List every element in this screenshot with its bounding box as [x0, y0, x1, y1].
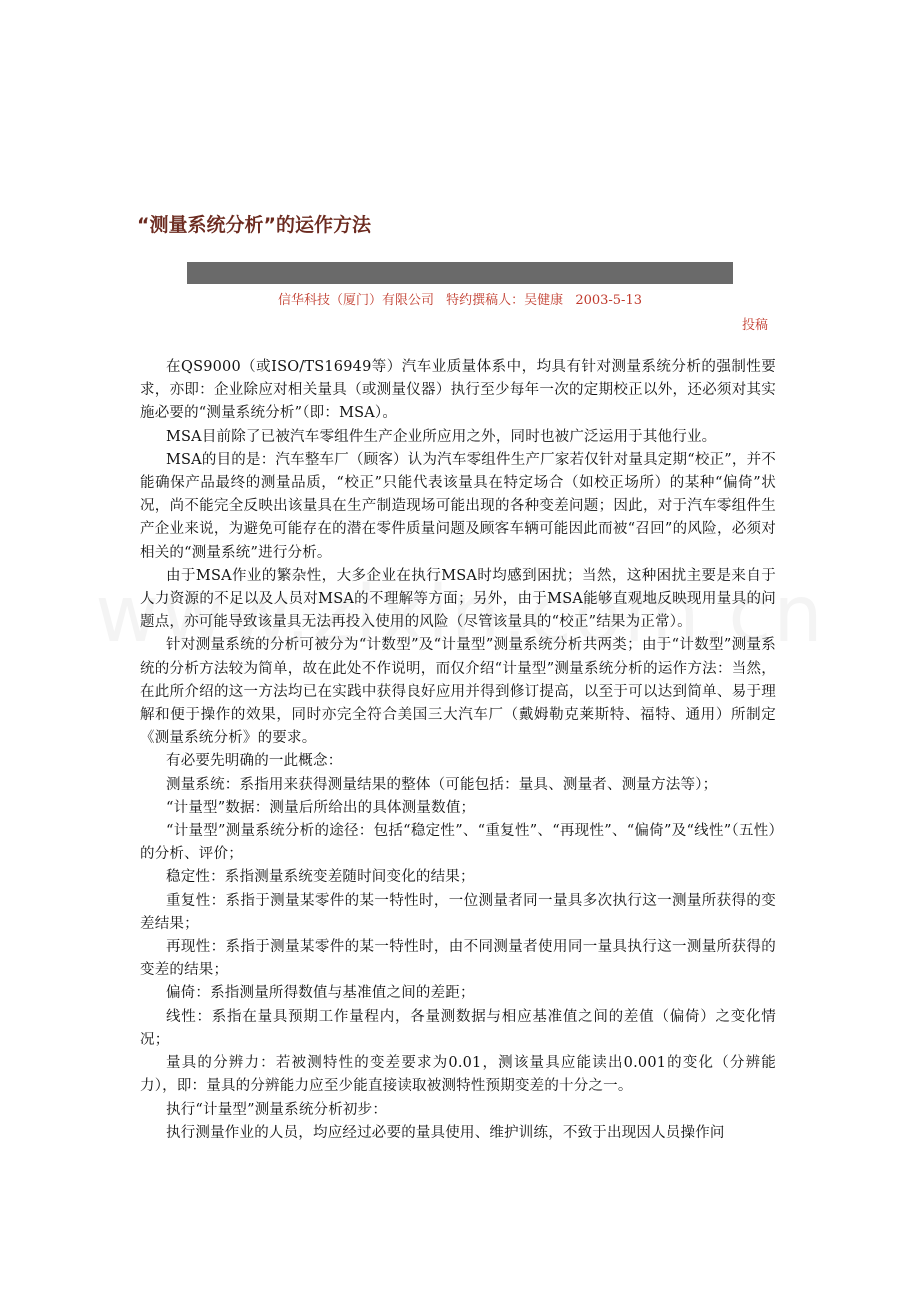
paragraph: 执行测量作业的人员，均应经过必要的量具使用、维护训练，不致于出现因人员操作问 — [166, 1124, 725, 1141]
paragraph: 测量系统：系指用来获得测量结果的整体（可能包括：量具、测量者、测量方法等）； — [166, 776, 718, 793]
paragraph: MSA目前除了已被汽车零组件生产企业所应用之外，同时也被广泛运用于其他行业。 — [166, 428, 717, 445]
header-bar — [187, 262, 733, 284]
paragraph: “计量型”测量系统分析的途径：包括“稳定性”、“重复性”、“再现性”、“偏倚”及“线性”（五性）的分析、评价； — [140, 823, 776, 863]
paragraph: “计量型”数据：测量后所给出的具体测量数值； — [166, 799, 476, 816]
byline — [187, 289, 733, 308]
paragraph: 再现性：系指于测量某零件的某一特性时，由不同测量者使用同一量具执行这一测量所获得的变差的结果； — [140, 939, 776, 979]
submit-link[interactable]: 投稿 — [741, 318, 768, 333]
paragraph: 执行“计量型”测量系统分析初步： — [166, 1101, 388, 1118]
paragraph: 在QS9000（或ISO/TS16949等）汽车业质量体系中，均具有针对测量系统分析的强制性要求，亦即：企业除应对相关量具（或测量仪器）执行至少每年一次的定期校正以外，还必须对其实施必要的“测量系统分析”（即：MSA）。 — [140, 359, 776, 422]
paragraph: 稳定性：系指测量系统变差随时间变化的结果； — [166, 869, 475, 886]
paragraph: 有必要先明确的一此概念： — [166, 753, 343, 770]
publish-date: 2003-5-13 — [575, 293, 642, 308]
author-name: 特约撰稿人：吴健康 — [446, 293, 564, 308]
paragraph: 重复性：系指于测量某零件的某一特性时，一位测量者同一量具多次执行这一测量所获得的变差结果； — [140, 892, 776, 932]
paragraph: MSA的目的是：汽车整车厂（顾客）认为汽车零组件生产厂家若仅针对量具定期“校正”，并不能确保产品最终的测量品质，“校正”只能代表该量具在特定场合（如校正场所）的某种“偏倚”状况，尚不能完全反映出该量具在生产制造现场可能出现的各种变差问题；因此，对于汽车零组件生产企业来说，为避免可能存在的潜在零件质量问题及顾客车辆可能因此而被“召回”的风险，必须对相关的“测量系统”进行分析。 — [140, 451, 776, 561]
paragraph: 量具的分辨力：若被测特性的变差要求为0.01，测该量具应能读出0.001的变化（分辨能力），即：量具的分辨能力应至少能直接读取被测特性预期变差的十分之一。 — [140, 1055, 776, 1095]
company-name: 信华科技（厦门）有限公司 — [278, 293, 435, 308]
article-title: “测量系统分析”的运作方法 — [137, 213, 371, 236]
article-body — [140, 356, 776, 1145]
paragraph: 偏倚：系指测量所得数值与基准值之间的差距； — [166, 985, 475, 1002]
paragraph: 针对测量系统的分析可被分为“计数型”及“计量型”测量系统分析共两类；由于“计数型”测量系统的分析方法较为简单，故在此处不作说明，而仅介绍“计量型”测量系统分析的运作方法：当然，在此所介绍的这一方法均已在实践中获得良好应用并得到修订提高，以至于可以达到简单、易于理解和便于操作的效果，同时亦完全符合美国三大汽车厂（戴姆勒克莱斯特、福特、通用）所制定《测量系统分析》的要求。 — [140, 637, 776, 747]
paragraph: 线性：系指在量具预期工作量程内，各量测数据与相应基准值之间的差值（偏倚）之变化情况； — [140, 1008, 776, 1048]
paragraph: 由于MSA作业的繁杂性，大多企业在执行MSA时均感到困扰；当然，这种困扰主要是来自于人力资源的不足以及人员对MSA的不理解等方面；另外，由于MSA能够直观地反映现用量具的问题点，亦可能导致该量具无法再投入使用的风险（尽管该量具的“校正”结果为正常）。 — [140, 567, 776, 631]
